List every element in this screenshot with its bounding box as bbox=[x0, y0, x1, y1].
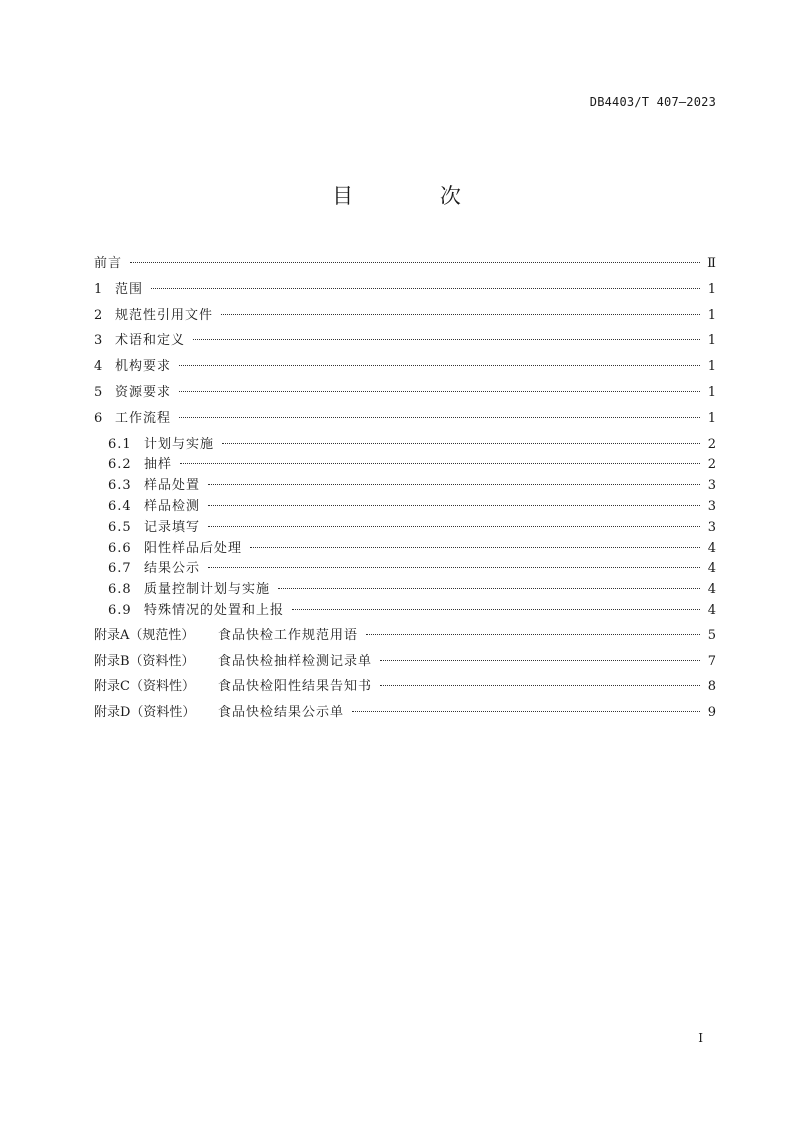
toc-entry-number: 6.4 bbox=[108, 498, 132, 514]
toc-entry-page: 2 bbox=[707, 457, 716, 473]
dot-leader bbox=[180, 463, 700, 464]
toc-entry-6-7[interactable] bbox=[94, 557, 716, 578]
toc-entry-6-2[interactable] bbox=[94, 453, 716, 474]
toc-entry-title: 食品快检抽样检测记录单 bbox=[218, 653, 373, 669]
dot-leader bbox=[179, 365, 700, 366]
toc-entry-page: 1 bbox=[707, 359, 716, 375]
toc-entry-appendix-c[interactable] bbox=[94, 675, 716, 701]
toc-entry-page: Ⅱ bbox=[707, 256, 716, 271]
toc-entry-6[interactable] bbox=[94, 407, 716, 433]
toc-entry-page: 5 bbox=[707, 627, 716, 643]
toc-entry-number: 6.6 bbox=[108, 540, 132, 556]
toc-entry-title: 质量控制计划与实施 bbox=[144, 582, 271, 598]
toc-entry-foreword[interactable] bbox=[94, 252, 716, 278]
toc-appendix-label: 附录B（资料性） bbox=[94, 653, 195, 669]
toc-entry-page: 1 bbox=[707, 281, 716, 297]
toc-entry-6-4[interactable] bbox=[94, 495, 716, 516]
dot-leader bbox=[380, 685, 700, 686]
toc-entry-appendix-b[interactable] bbox=[94, 650, 716, 676]
toc-entry-appendix-a[interactable] bbox=[94, 624, 716, 650]
dot-leader bbox=[208, 567, 700, 568]
toc-entry-title: 机构要求 bbox=[115, 359, 172, 375]
toc-entry-title: 计划与实施 bbox=[144, 436, 215, 452]
toc-entry-number: 3 bbox=[94, 333, 103, 349]
toc-entry-number: 6.5 bbox=[108, 519, 132, 535]
dot-leader bbox=[250, 547, 700, 548]
toc-entry-title: 工作流程 bbox=[115, 410, 172, 426]
toc-entry-title: 范围 bbox=[115, 281, 144, 297]
dot-leader bbox=[221, 314, 700, 315]
toc-entry-page: 4 bbox=[707, 561, 716, 577]
toc-entry-page: 8 bbox=[707, 679, 716, 695]
dot-leader bbox=[208, 505, 700, 506]
toc-entry-1[interactable] bbox=[94, 278, 716, 304]
dot-leader bbox=[292, 609, 700, 610]
toc-entry-number: 6.9 bbox=[108, 602, 132, 618]
dot-leader bbox=[193, 339, 700, 340]
dot-leader bbox=[208, 526, 700, 527]
document-code: DB4403/T 407—2023 bbox=[589, 95, 716, 109]
toc-entry-6-9[interactable] bbox=[94, 599, 716, 620]
toc-entry-page: 4 bbox=[707, 582, 716, 598]
dot-leader bbox=[380, 660, 700, 661]
page-number: I bbox=[698, 1031, 703, 1045]
toc-entry-number: 6.7 bbox=[108, 561, 132, 577]
toc-appendix-label: 附录C（资料性） bbox=[94, 679, 195, 695]
toc-entry-page: 1 bbox=[707, 307, 716, 323]
toc-entry-page: 1 bbox=[707, 333, 716, 349]
toc-entry-5[interactable] bbox=[94, 381, 716, 407]
toc-entry-page: 1 bbox=[707, 384, 716, 400]
toc-entry-number: 1 bbox=[94, 281, 103, 297]
toc-entry-page: 1 bbox=[707, 410, 716, 426]
toc-appendix-label: 附录A（规范性） bbox=[94, 627, 195, 643]
toc-entry-3[interactable] bbox=[94, 329, 716, 355]
toc-entry-title: 规范性引用文件 bbox=[115, 307, 214, 323]
toc-entry-4[interactable] bbox=[94, 355, 716, 381]
toc-entry-page: 3 bbox=[707, 498, 716, 514]
toc-entry-page: 4 bbox=[707, 602, 716, 618]
toc-entry-2[interactable] bbox=[94, 304, 716, 330]
toc-entry-title: 食品快检工作规范用语 bbox=[218, 627, 359, 643]
toc-entry-page: 4 bbox=[707, 540, 716, 556]
table-of-contents bbox=[94, 252, 716, 727]
toc-entry-6-3[interactable] bbox=[94, 474, 716, 495]
toc-entry-number: 6 bbox=[94, 410, 103, 426]
toc-entry-appendix-d[interactable] bbox=[94, 701, 716, 727]
dot-leader bbox=[366, 634, 700, 635]
toc-entry-number: 2 bbox=[94, 307, 103, 323]
dot-leader bbox=[130, 262, 700, 263]
dot-leader bbox=[208, 484, 700, 485]
toc-entry-title: 阳性样品后处理 bbox=[144, 540, 243, 556]
toc-entry-title: 资源要求 bbox=[115, 384, 172, 400]
toc-entry-title: 食品快检结果公示单 bbox=[218, 705, 345, 721]
toc-entry-number: 4 bbox=[94, 359, 103, 375]
toc-entry-title: 样品检测 bbox=[144, 498, 201, 514]
dot-leader bbox=[151, 288, 700, 289]
toc-entry-number: 5 bbox=[94, 384, 103, 400]
page-title: 目 次 bbox=[332, 184, 501, 208]
dot-leader bbox=[278, 588, 700, 589]
toc-entry-title: 特殊情况的处置和上报 bbox=[144, 602, 285, 618]
toc-entry-number: 6.8 bbox=[108, 582, 132, 598]
toc-entry-6-6[interactable] bbox=[94, 537, 716, 558]
toc-entry-6-1[interactable] bbox=[94, 433, 716, 454]
toc-entry-title: 食品快检阳性结果告知书 bbox=[218, 679, 373, 695]
toc-entry-page: 3 bbox=[707, 478, 716, 494]
toc-entry-title: 抽样 bbox=[144, 457, 173, 473]
toc-entry-title: 术语和定义 bbox=[115, 333, 186, 349]
toc-entry-6-5[interactable] bbox=[94, 516, 716, 537]
toc-entry-number: 6.1 bbox=[108, 436, 132, 452]
toc-entry-title: 样品处置 bbox=[144, 478, 201, 494]
dot-leader bbox=[222, 443, 700, 444]
dot-leader bbox=[179, 417, 700, 418]
toc-entry-title: 前言 bbox=[94, 256, 123, 271]
toc-entry-page: 9 bbox=[707, 705, 716, 721]
toc-entry-page: 3 bbox=[707, 519, 716, 535]
dot-leader bbox=[179, 391, 700, 392]
toc-entry-page: 2 bbox=[707, 436, 716, 452]
toc-entry-number: 6.3 bbox=[108, 478, 132, 494]
toc-entry-title: 记录填写 bbox=[144, 519, 201, 535]
dot-leader bbox=[352, 711, 700, 712]
toc-entry-title: 结果公示 bbox=[144, 561, 201, 577]
toc-entry-6-8[interactable] bbox=[94, 578, 716, 599]
toc-entry-page: 7 bbox=[707, 653, 716, 669]
toc-entry-number: 6.2 bbox=[108, 457, 132, 473]
toc-appendix-label: 附录D（资料性） bbox=[94, 705, 196, 721]
